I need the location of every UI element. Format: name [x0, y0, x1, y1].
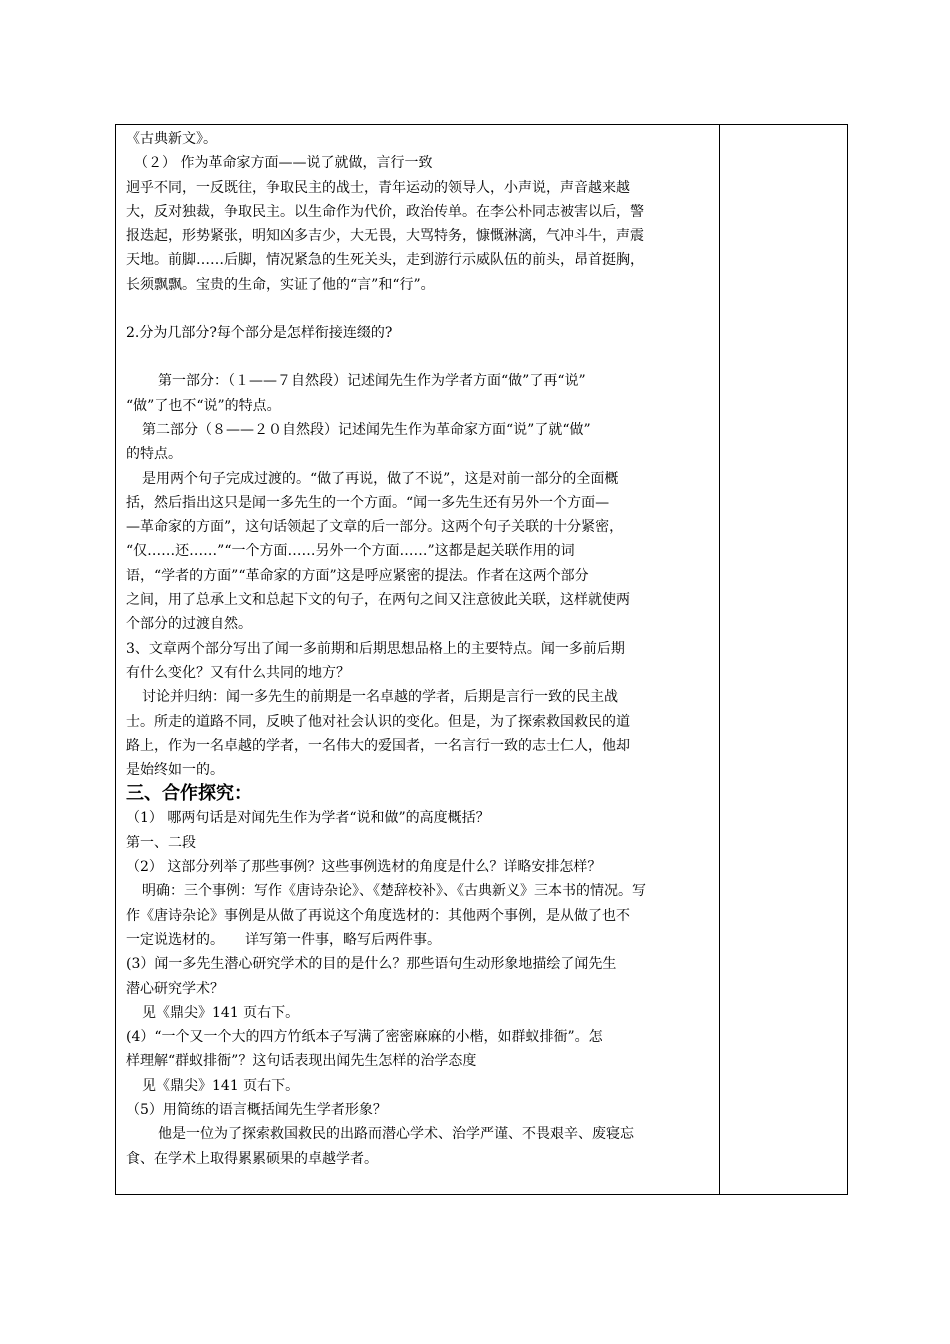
text-line: 有什么变化？又有什么共同的地方？	[126, 664, 350, 681]
text-line: 见《鼎尖》141 页右下。	[142, 1004, 300, 1021]
text-line: 第二部分（８——２０自然段）记述闻先生作为革命家方面“说”了就“做”	[142, 421, 591, 438]
text-line: 潜心研究学术？	[126, 980, 224, 997]
text-line: 《古典新文》。	[126, 131, 217, 147]
text-line: 的特点。	[126, 446, 182, 463]
text-line: 食、在学术上取得累累硕果的卓越学者。	[126, 1150, 378, 1167]
lesson-content-cell	[126, 127, 714, 1171]
text-line: 他是一位为了探索救国救民的出路而潜心学术、治学严谨、不畏艰辛、废寝忘	[158, 1126, 634, 1143]
question-3: 3、文章两个部分写出了闻一多前期和后期思想品格上的主要特点。闻一多前后期	[126, 640, 625, 657]
text-line: 一定说选材的。 详写第一件事，略写后两件事。	[126, 931, 441, 948]
text-line: (4）“一个又一个大的四方竹纸本子写满了密密麻麻的小楷，如群蚁排衙”。怎	[126, 1029, 603, 1046]
text-line: 路上，作为一名卓越的学者，一名伟大的爱国者，一名言行一致的志士仁人，他却	[126, 737, 630, 754]
text-line: 明确：三个事例：写作《唐诗杂论》、《楚辞校补》、《古典新义》三本书的情况。写	[142, 883, 646, 900]
text-line: （2） 这部分列举了那些事例？这些事例选材的角度是什么？详略安排怎样？	[126, 859, 602, 876]
text-line: 长须飘飘。宝贵的生命，实证了他的“言”和“行”。	[126, 276, 435, 293]
text-line: （5）用简练的语言概括闻先生学者形象？	[126, 1101, 387, 1118]
text-line: （1） 哪两句话是对闻先生作为学者“说和做”的高度概括？	[126, 810, 490, 827]
column-divider	[719, 125, 720, 1194]
text-line: 士。所走的道路不同，反映了他对社会认识的变化。但是，为了探索救国救民的道	[126, 713, 630, 730]
text-line: （２） 作为革命家方面——说了就做，言行一致	[134, 155, 433, 172]
text-line: 迥乎不同，一反既往，争取民主的战士，青年运动的领导人，小声说，声音越来越	[126, 179, 630, 196]
text-line: 是用两个句子完成过渡的。“做了再说，做了不说”，这是对前一部分的全面概	[142, 470, 619, 487]
text-line: —革命家的方面”，这句话领起了文章的后一部分。这两个句子关联的十分紧密，	[126, 519, 624, 536]
text-line: “做”了也不“说”的特点。	[126, 397, 281, 414]
text-line: (3）闻一多先生潜心研究学术的目的是什么？那些语句生动形象地描绘了闻先生	[126, 956, 617, 973]
question-2: 2.分为几部分?每个部分是怎样衔接连缀的?	[126, 325, 393, 342]
text-line: 报迭起，形势紧张，明知凶多吉少，大无畏，大骂特务，慷慨淋漓，气冲斗牛，声震	[126, 228, 644, 245]
text-line: 样理解“群蚁排衙”？这句话表现出闻先生怎样的治学态度	[126, 1053, 477, 1070]
text-line: 见《鼎尖》141 页右下。	[142, 1077, 300, 1094]
text-line: 之间，用了总承上文和总起下文的句子，在两句之间又注意彼此关联，这样就使两	[126, 592, 630, 609]
section-heading: 三、合作探究：	[126, 783, 252, 805]
text-line: 语，“学者的方面”“革命家的方面”这是呼应紧密的提法。作者在这两个部分	[126, 567, 589, 584]
text-line: 大，反对独裁，争取民主。以生命作为代价，政治传单。在李公朴同志被害以后，警	[126, 203, 644, 220]
text-line: 讨论并归纳：闻一多先生的前期是一名卓越的学者，后期是言行一致的民主战	[142, 689, 618, 706]
text-line: 第一、二段	[126, 834, 196, 851]
lesson-table	[115, 124, 848, 1195]
text-line: 作《唐诗杂论》事例是从做了再说这个角度选材的：其他两个事例，是从做了也不	[126, 907, 630, 924]
text-line: 是始终如一的。	[126, 762, 224, 779]
text-line: 括，然后指出这只是闻一多先生的一个方面。“闻一多先生还有另外一个方面—	[126, 494, 610, 511]
text-line: “仅……还……”“一个方面……另外一个方面……”这都是起关联作用的词	[126, 543, 575, 560]
text-line: 第一部分：（１——７自然段）记述闻先生作为学者方面“做”了再“说”	[158, 373, 586, 390]
text-line: 天地。前脚……后脚，情况紧急的生死关头，走到游行示威队伍的前头，昂首挺胸，	[126, 252, 644, 269]
text-line: 个部分的过渡自然。	[126, 616, 252, 633]
